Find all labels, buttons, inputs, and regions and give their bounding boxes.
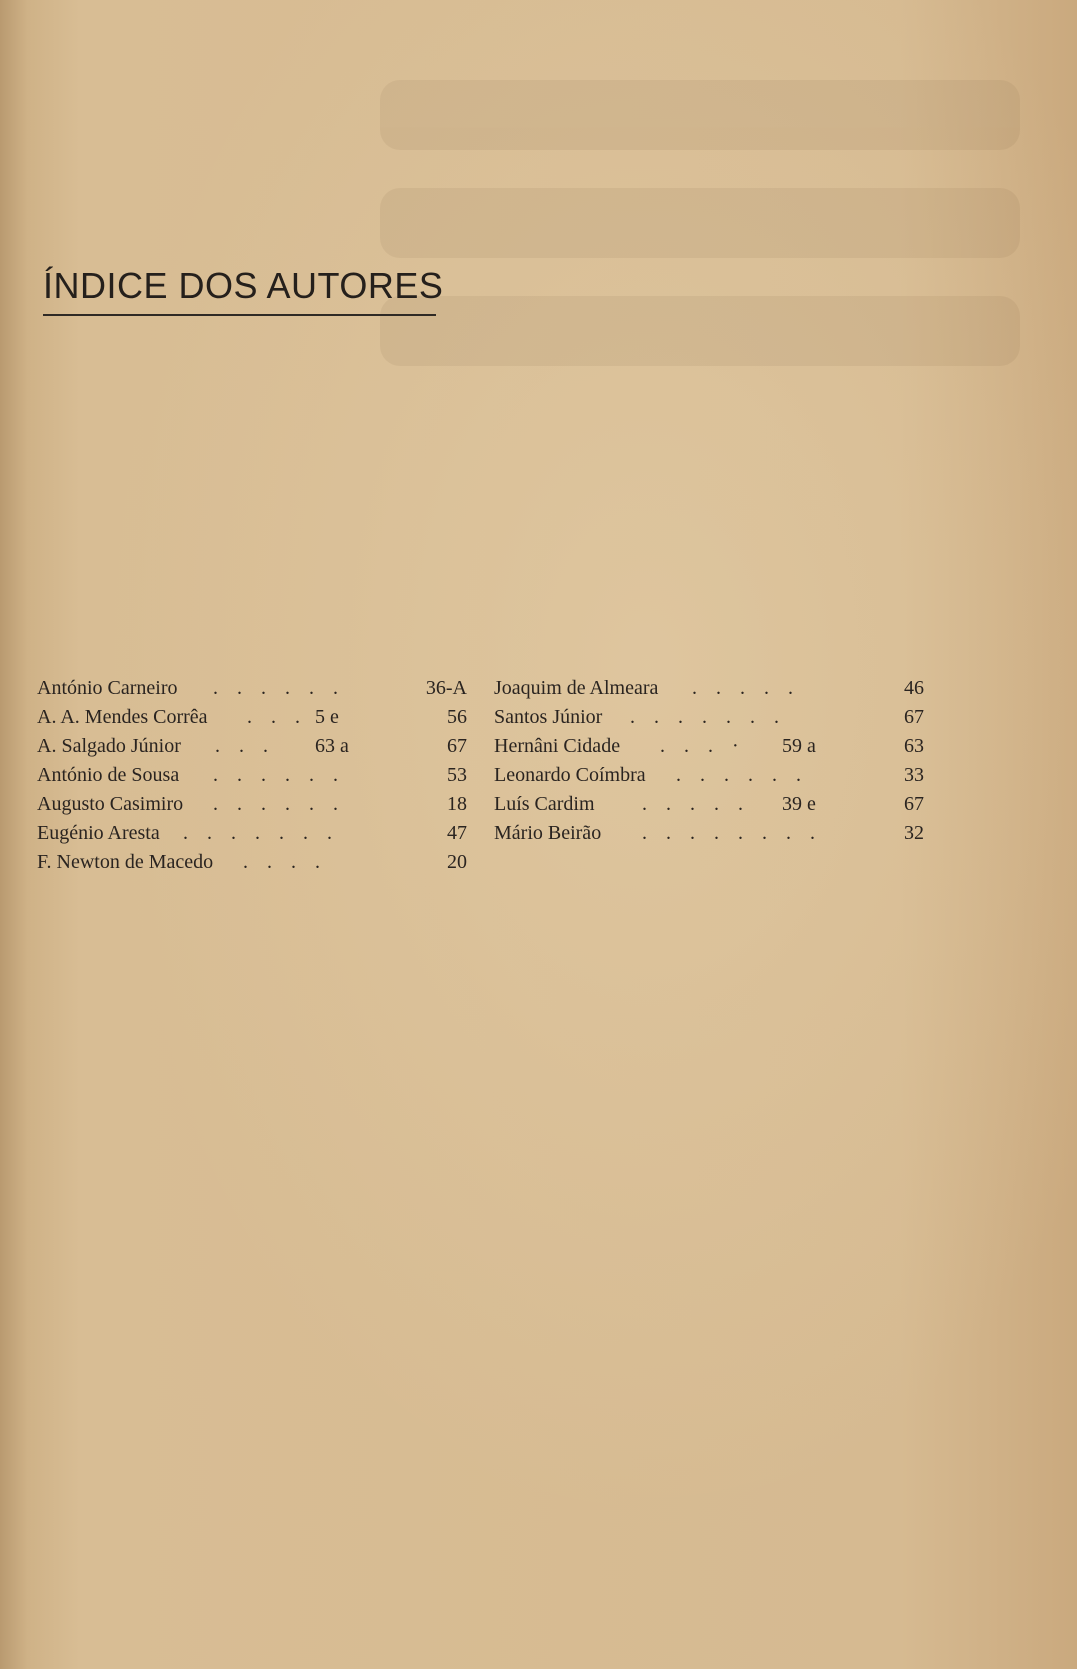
author-name: Mário Beirão — [494, 822, 602, 844]
index-entry — [494, 703, 924, 732]
leader-dots: . . . . . . — [213, 793, 345, 815]
author-index-right-column — [494, 674, 924, 848]
bleed-through-texture — [380, 80, 1020, 340]
page-title: ÍNDICE DOS AUTORES — [43, 265, 444, 306]
leader-dots: . . . . . . . — [630, 706, 786, 728]
page-number: 56 — [447, 706, 467, 728]
index-entry — [37, 674, 467, 703]
page-number: 20 — [447, 851, 467, 873]
leader-dots: . . . — [247, 706, 307, 728]
index-entry — [494, 790, 924, 819]
leader-dots: . . . . . . — [213, 677, 345, 699]
index-entry — [494, 674, 924, 703]
page-number: 47 — [447, 822, 467, 844]
page-number: 53 — [447, 764, 467, 786]
page-number: 67 — [904, 793, 924, 815]
author-name: Joaquim de Almeara — [494, 677, 659, 699]
leader-dots: . . . . . . — [676, 764, 808, 786]
index-entry — [37, 761, 467, 790]
page-number: 32 — [904, 822, 924, 844]
page-number: 63 — [904, 735, 924, 757]
author-name: Leonardo Coímbra — [494, 764, 646, 786]
leader-dots: . . . . . . — [213, 764, 345, 786]
page-number: 36-A — [425, 677, 467, 699]
page-number: 46 — [904, 677, 924, 699]
page-range-start: 63 a — [315, 735, 349, 757]
page-number: 33 — [904, 764, 924, 786]
author-name: Augusto Casimiro — [37, 793, 184, 815]
author-name: Santos Júnior — [494, 706, 603, 728]
author-index-left-column — [37, 674, 467, 877]
page-number: 67 — [447, 735, 467, 757]
leader-dots: . . . . . — [692, 677, 800, 699]
author-name: F. Newton de Macedo — [37, 851, 214, 873]
index-entry — [37, 732, 467, 761]
leader-dots: . . . . . . . — [183, 822, 339, 844]
author-name: António Carneiro — [37, 677, 178, 699]
title-underline — [43, 314, 436, 316]
author-name: António de Sousa — [37, 764, 180, 786]
index-entry — [494, 819, 924, 848]
author-name: A. A. Mendes Corrêa — [37, 706, 208, 728]
index-entry — [37, 819, 467, 848]
index-entry — [494, 761, 924, 790]
index-entry — [494, 732, 924, 761]
index-entry — [37, 848, 467, 877]
leader-dots: . . . . — [243, 851, 327, 873]
leader-dots: . . . — [215, 735, 275, 757]
page-range-start: 5 e — [315, 706, 339, 728]
author-name: Eugénio Aresta — [37, 822, 160, 844]
author-name: Hernâni Cidade — [494, 735, 621, 757]
leader-dots: . . . · — [660, 735, 746, 757]
page-number: 67 — [904, 706, 924, 728]
page-range-start: 39 e — [782, 793, 816, 815]
index-entry — [37, 703, 467, 732]
author-name: Luís Cardim — [494, 793, 595, 815]
author-name: A. Salgado Júnior — [37, 735, 181, 757]
leader-dots: . . . . . . . . — [642, 822, 822, 844]
leader-dots: . . . . . — [642, 793, 750, 815]
page-range-start: 59 a — [782, 735, 816, 757]
page-number: 18 — [447, 793, 467, 815]
index-entry — [37, 790, 467, 819]
